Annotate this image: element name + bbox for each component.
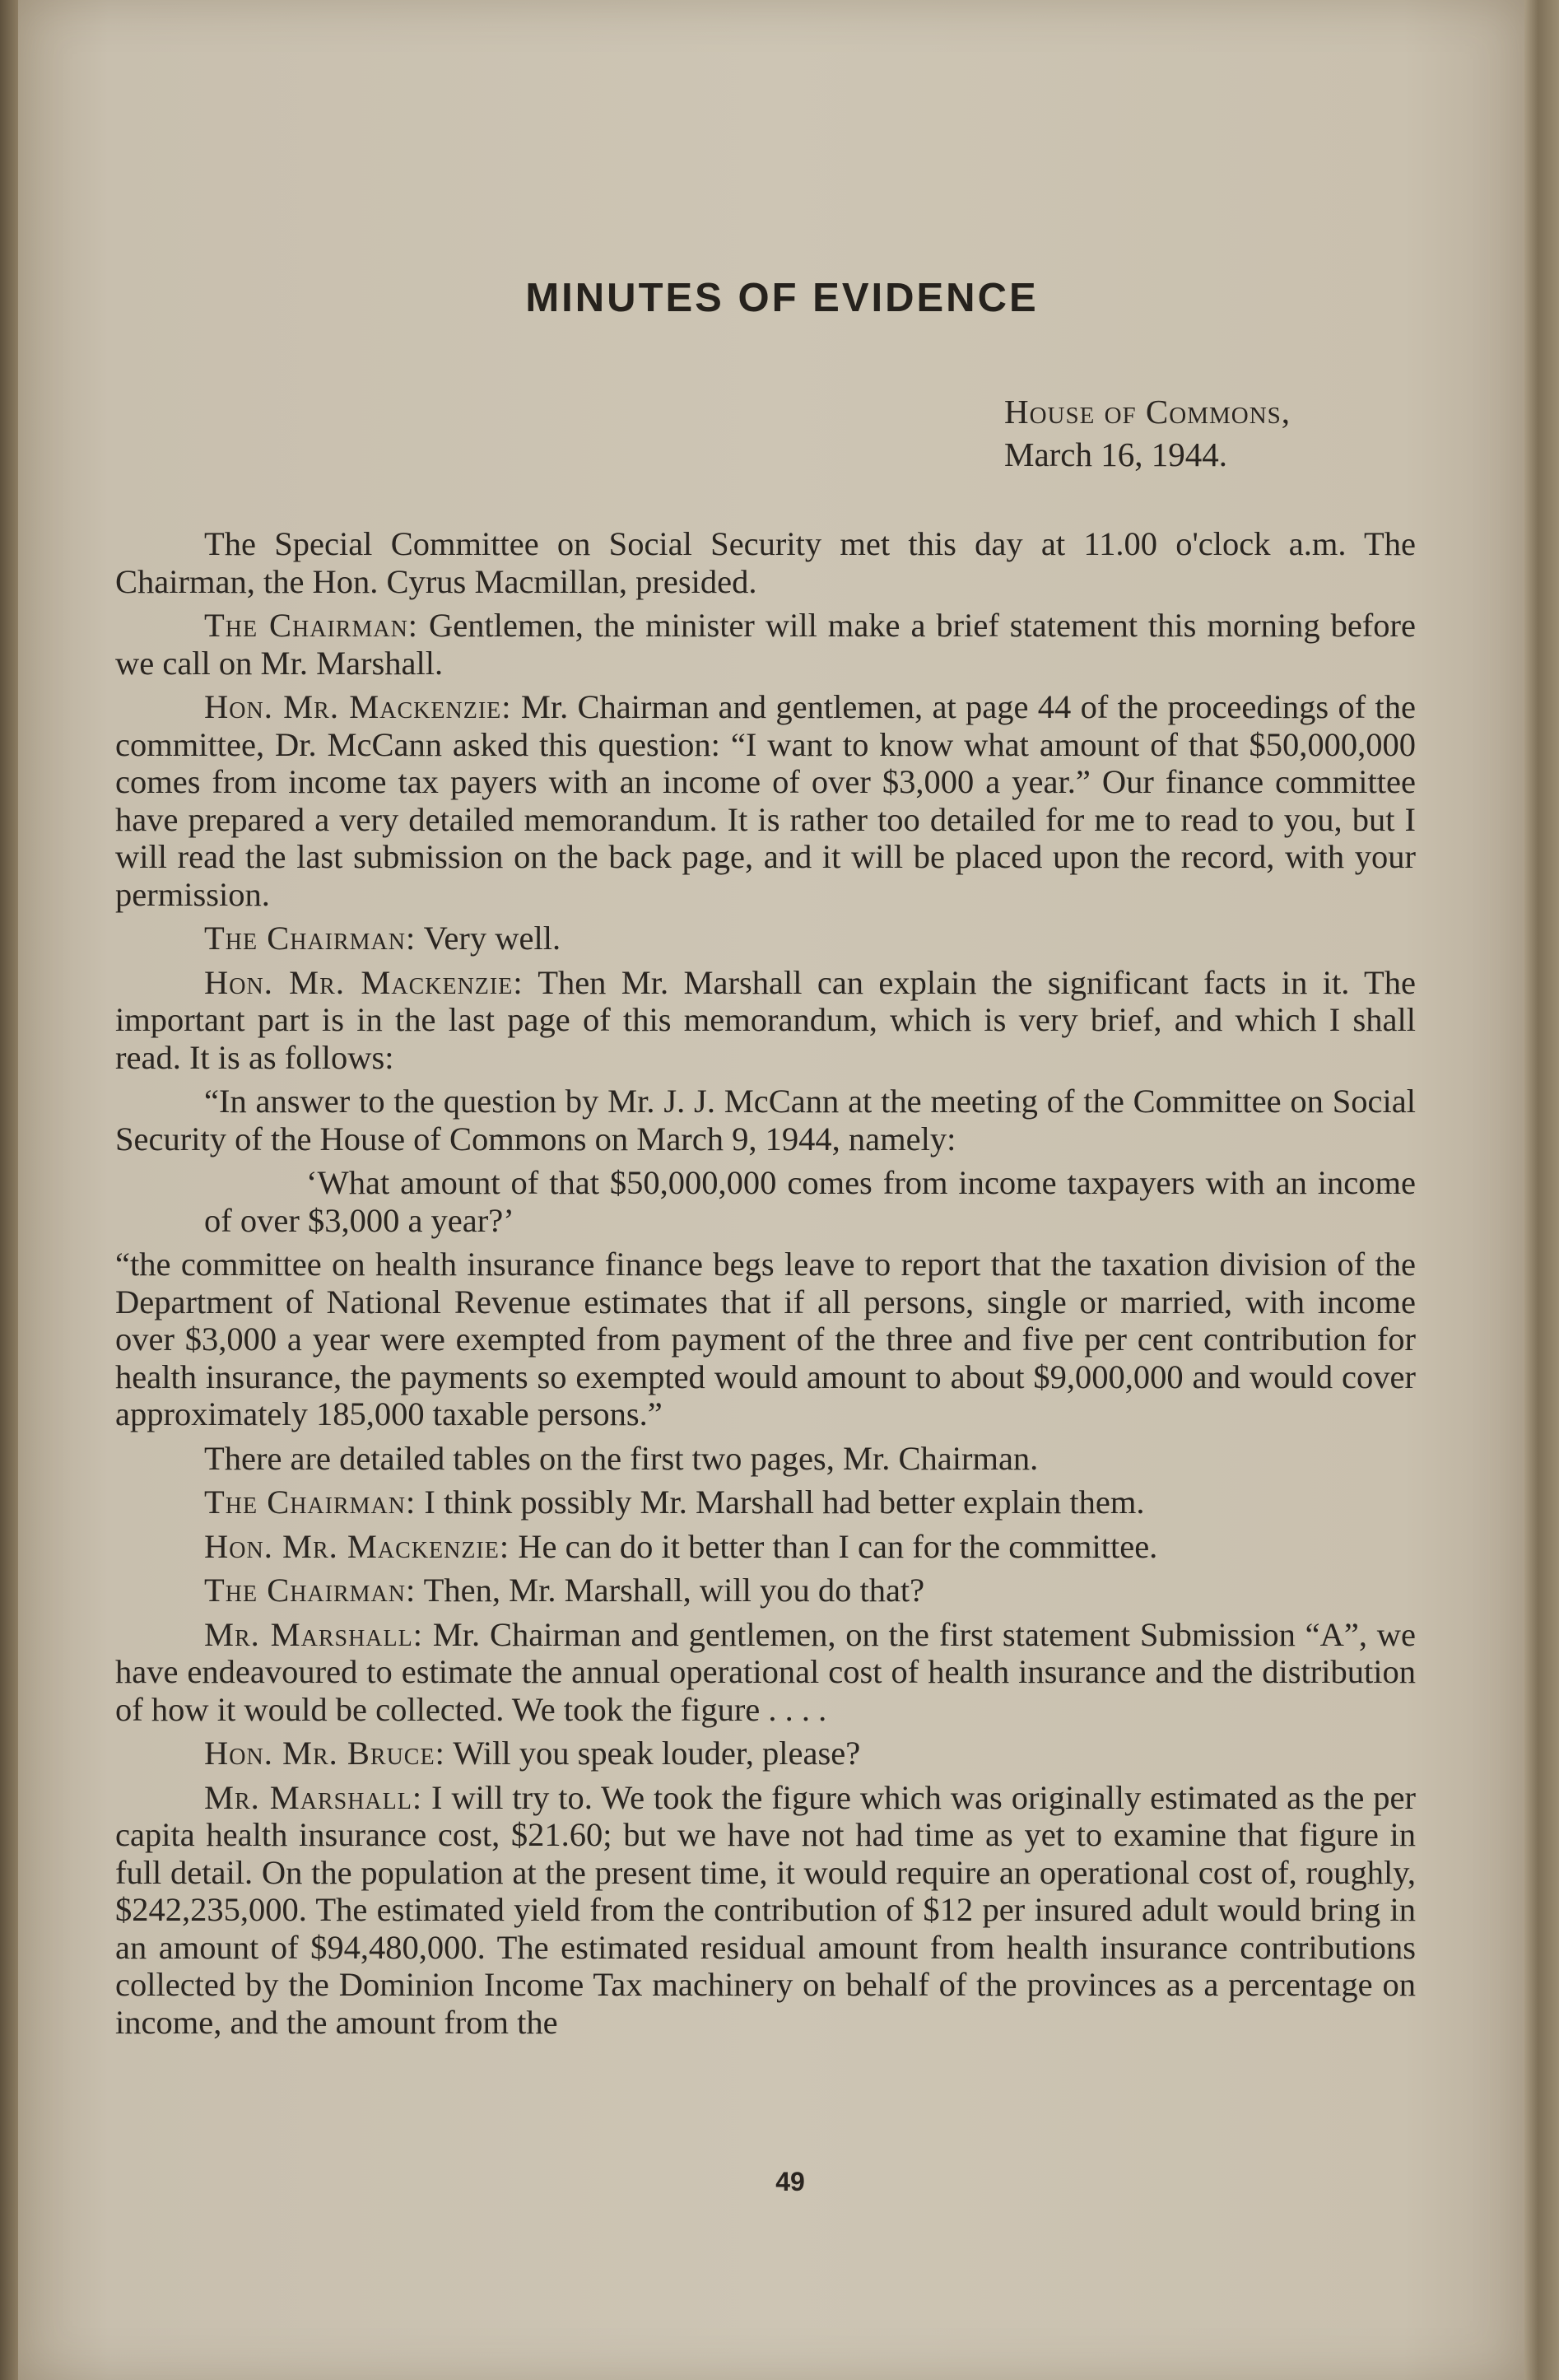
paragraph	[115, 920, 1416, 957]
speaker-name: The Chairman:	[204, 1483, 417, 1521]
paragraph	[115, 1572, 1416, 1609]
quote-paragraph	[115, 1246, 1416, 1433]
speaker-name: Mr. Marshall:	[204, 1778, 423, 1816]
paragraph	[115, 688, 1416, 913]
speaker-name: Hon. Mr. Mackenzie:	[204, 688, 512, 725]
speaker-name: Hon. Mr. Mackenzie:	[204, 1527, 510, 1565]
speaker-name: Mr. Marshall:	[204, 1615, 423, 1653]
speaker-name: The Chairman:	[204, 920, 417, 957]
paragraph-text: Then, Mr. Marshall, will you do that?	[416, 1572, 925, 1609]
paragraph-text: There are detailed tables on the first two pages, Mr. Chairman.	[204, 1439, 1039, 1477]
paragraph-text: ‘What amount of that $50,000,000 comes from income taxpayers with an income of over $3,000 a year?’	[204, 1164, 1416, 1239]
paragraph	[115, 1483, 1416, 1521]
speaker-name: The Chairman:	[204, 1572, 417, 1609]
paragraph-text: “In answer to the question by Mr. J. J. McCann at the meeting of the Committee on Social Security of the House of Commons on March 9, 1944, namely:	[115, 1083, 1416, 1157]
paragraph	[115, 964, 1416, 1077]
speaker-name: The Chairman:	[204, 607, 419, 644]
book-page-edge	[1524, 0, 1559, 2380]
page-content	[115, 247, 1416, 2196]
paragraph	[115, 1440, 1416, 1478]
paragraph-text: “the committee on health insurance finance begs leave to report that the taxation division of the Department of National Revenue estimates that if all persons, single or married, with income over $3,000 a year were exempted from payment of the three and five per cent contribution for health insurance, the payments so exempted would amount to about $9,000,000 and would cover approximately 185,000 taxable persons.”	[115, 1246, 1416, 1432]
minutes-body	[115, 525, 1416, 2041]
paragraph	[115, 525, 1416, 600]
document-page	[18, 0, 1524, 2380]
paragraph-text: Mr. Chairman and gentlemen, at page 44 of the proceedings of the committee, Dr. McCann asked this question: “I want to know what amount of that $50,000,000 comes from income tax payers with an income of over $3,000 a year.” Our finance committee have prepared a very detailed memorandum. It is rather too detailed for me to read to you, but I will read the last submission on the back page, and it will be placed upon the record, with your permission.	[115, 688, 1416, 913]
paragraph-text: Mr. Chairman and gentlemen, on the first statement Submission “A”, we have endeavoured to estimate the annual operational cost of health insurance and the distribution of how it would be collected. We took the figure . . . .	[115, 1615, 1416, 1728]
paragraph-text: I think possibly Mr. Marshall had better explain them.	[416, 1483, 1145, 1521]
page-number: 49	[775, 2167, 805, 2196]
paragraph-text: Gentlemen, the minister will make a brief statement this morning before we call on Mr. Marshall.	[115, 607, 1416, 682]
nested-quote	[204, 1164, 1416, 1239]
dateline-date: March 16, 1944.	[1004, 435, 1228, 473]
paragraph-text: The Special Committee on Social Security met this day at 11.00 o'clock a.m. The Chairman, the Hon. Cyrus Macmillan, presided.	[115, 525, 1416, 600]
quote-paragraph	[115, 1083, 1416, 1157]
paragraph	[115, 1616, 1416, 1729]
paragraph	[115, 607, 1416, 682]
speaker-name: Hon. Mr. Mackenzie:	[204, 963, 524, 1001]
page-title: MINUTES OF EVIDENCE	[525, 276, 1039, 320]
paragraph-text: He can do it better than I can for the committee.	[510, 1527, 1158, 1565]
dateline	[1004, 390, 1416, 476]
paragraph	[115, 1528, 1416, 1566]
dateline-house: House of Commons,	[1004, 393, 1291, 431]
paragraph-text: Then Mr. Marshall can explain the significant facts in it. The important part is in the last page of this memorandum, which is very brief, and which I shall read. It is as follows:	[115, 963, 1416, 1076]
book-spine-shadow	[0, 0, 18, 2380]
paragraph	[115, 1779, 1416, 2042]
paragraph-text: I will try to. We took the figure which was originally estimated as the per capita health insurance cost, $21.60; but we have not had time as yet to examine that figure in full detail. On the population at the present time, it would require an operational cost of, roughly, $242,235,000. The estimated yield from the contribution of $12 per insured adult would bring in an amount of $94,480,000. The estimated residual amount from health insurance contributions collected by the Dominion Income Tax machinery on behalf of the provinces as a percentage on income, and the amount from the	[115, 1778, 1416, 2041]
paragraph-text: Will you speak louder, please?	[444, 1735, 861, 1772]
paragraph	[115, 1735, 1416, 1772]
speaker-name: Hon. Mr. Bruce:	[204, 1735, 445, 1772]
paragraph-text: Very well.	[416, 920, 561, 957]
